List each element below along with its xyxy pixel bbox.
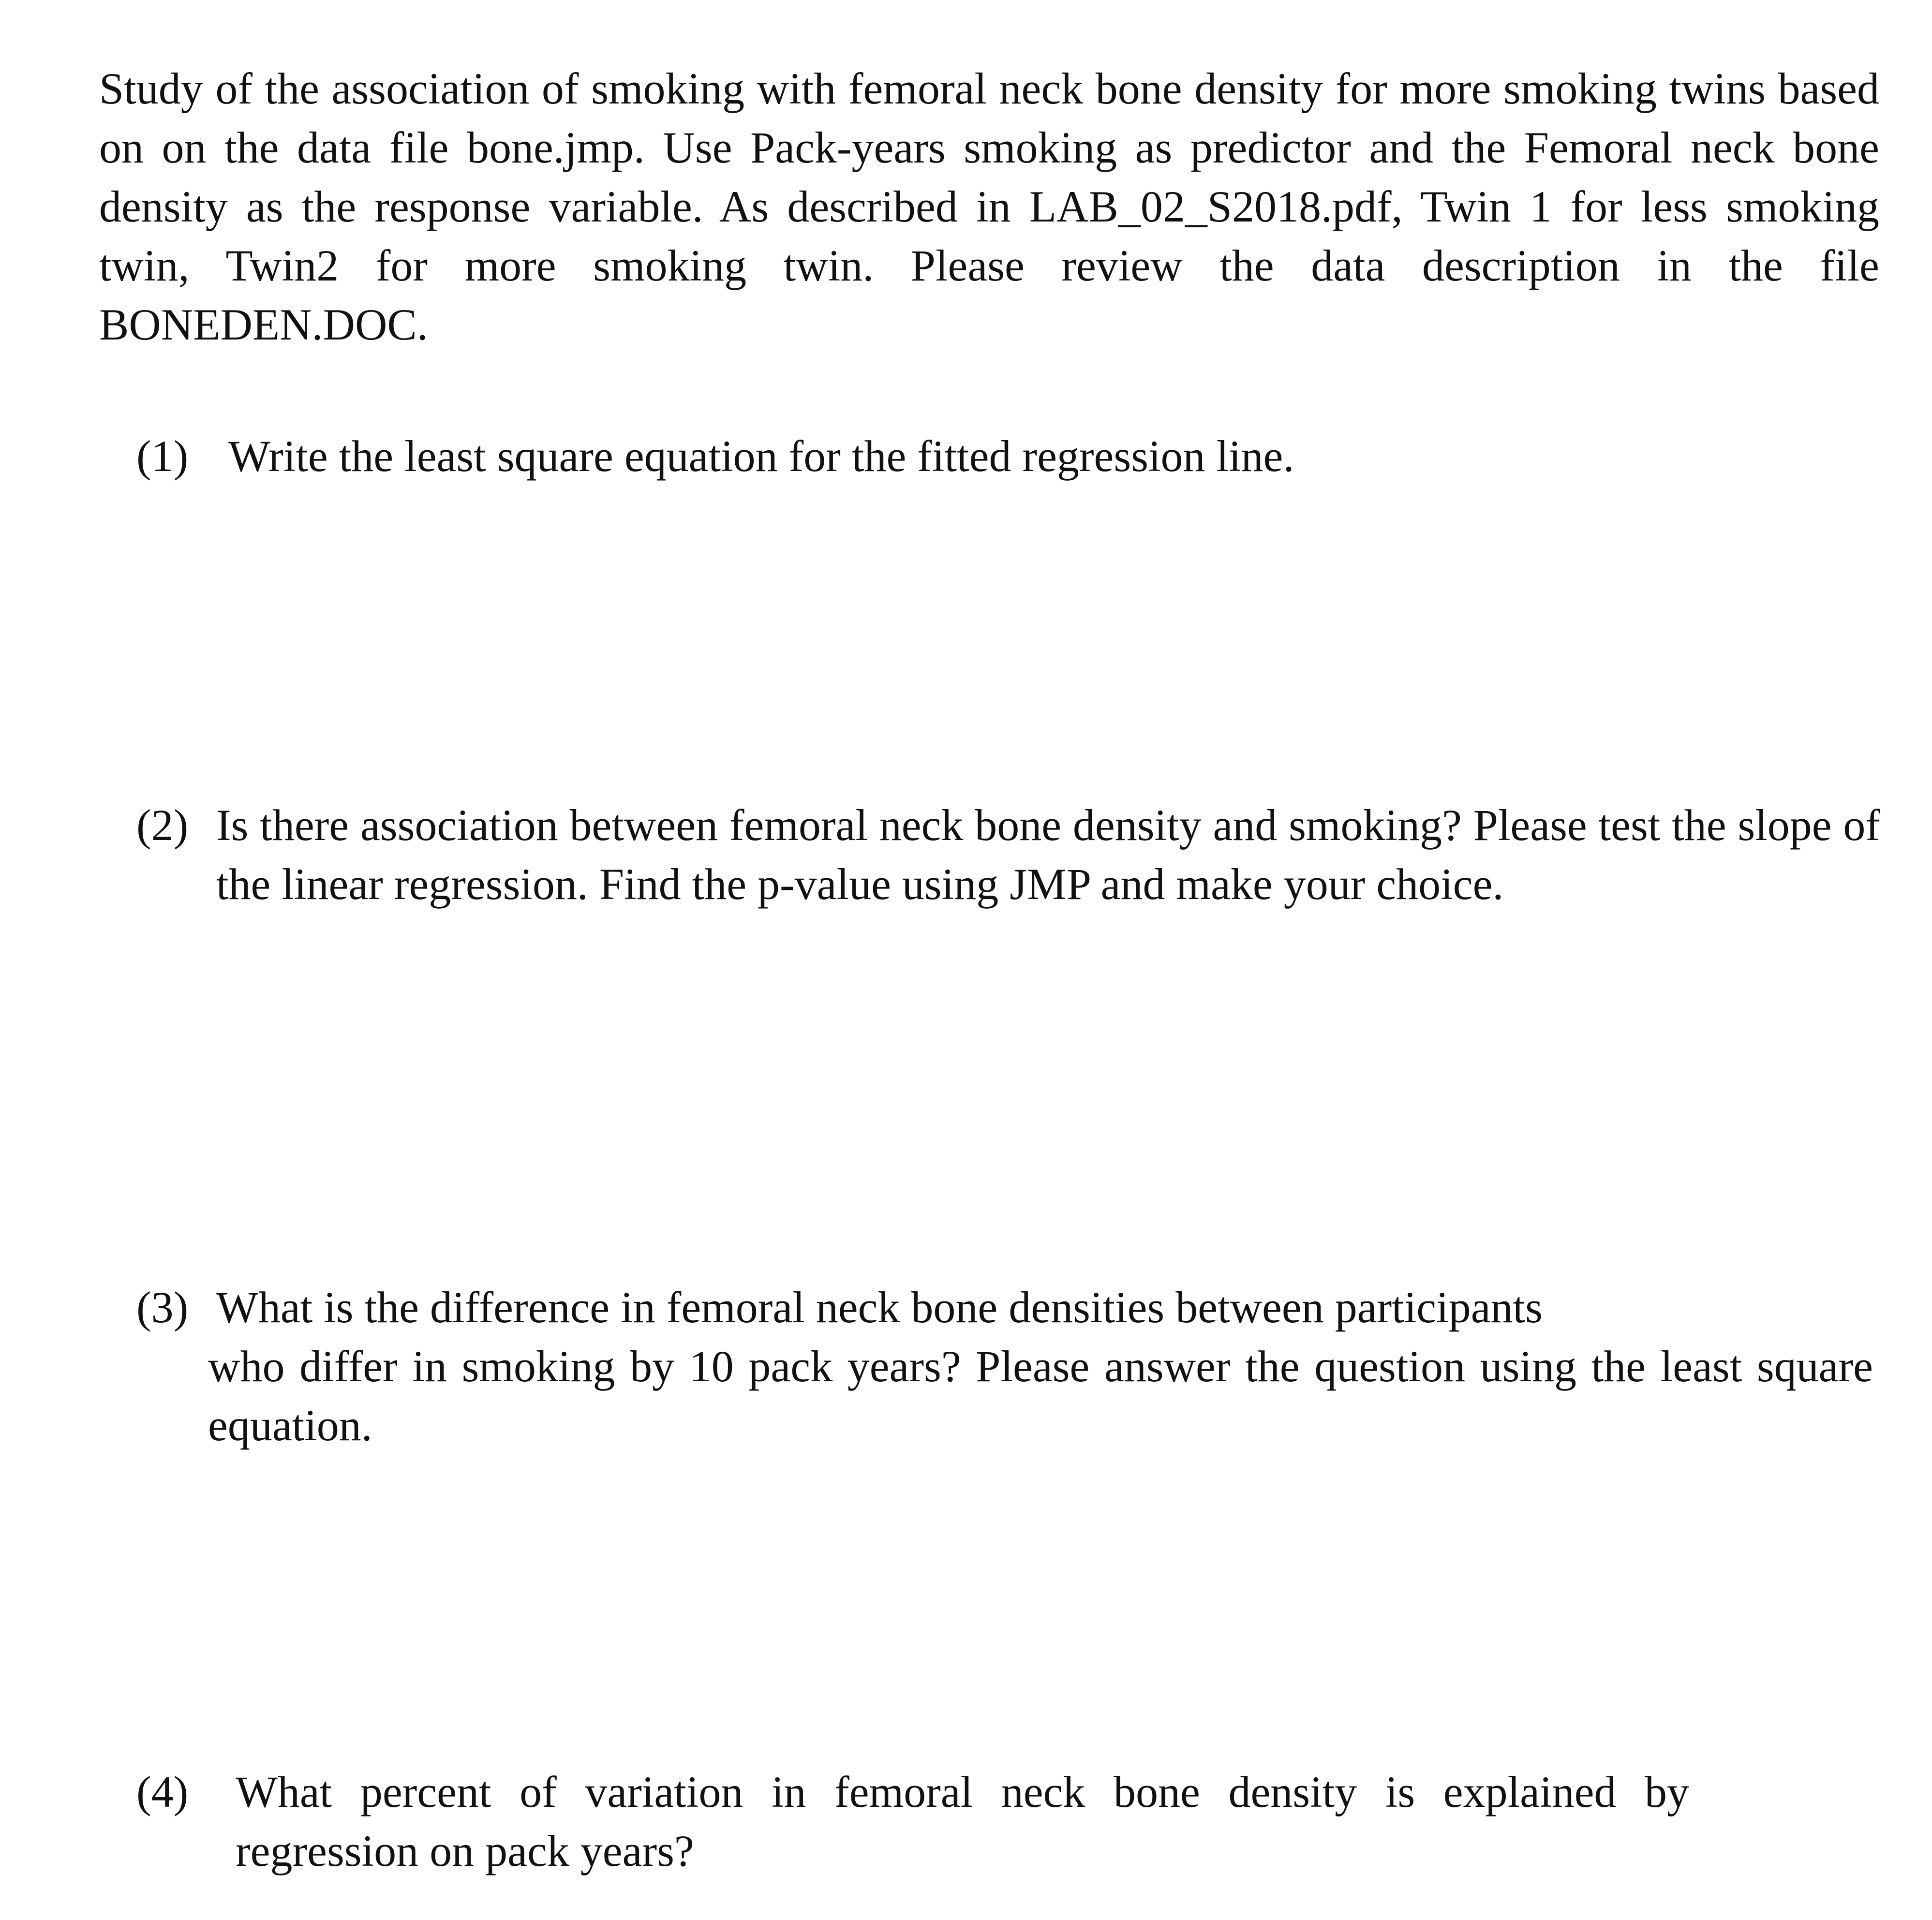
question-text: who differ in smoking by 10 pack years? Please answer the question using the least square equation. <box>208 1342 1873 1450</box>
question-number: (1) <box>136 431 189 481</box>
question-text: Is there association between femoral neck bone density and smoking? Please test the slope of the linear regression. Find the p-value using JMP and make your choice. <box>216 800 1880 909</box>
question-number: (2) <box>136 800 189 850</box>
question-number: (4) <box>136 1767 189 1817</box>
question-1 <box>136 427 1878 486</box>
question-4 <box>136 1762 1689 1880</box>
question-text-first-line: What is the difference in femoral neck bone densities between participants <box>216 1283 1543 1332</box>
question-number: (3) <box>136 1283 189 1332</box>
question-text: Write the least square equation for the fitted regression line. <box>228 431 1294 481</box>
question-2 <box>136 796 1880 914</box>
question-3 <box>136 1278 1873 1455</box>
question-text: What percent of variation in femoral neck bone density is explained by regression on pack years? <box>236 1767 1689 1876</box>
intro-paragraph: Study of the association of smoking with femoral neck bone density for more smoking twins based on on the data file bone.jmp. Use Pack-years smoking as predictor and the Femoral neck bone density as the response variable. As described in LAB_02_S2018.pdf, Twin 1 for less smoking twin, Twin2 for more smoking twin. Please review the data description in the file BONEDEN.DOC. <box>99 64 1879 349</box>
